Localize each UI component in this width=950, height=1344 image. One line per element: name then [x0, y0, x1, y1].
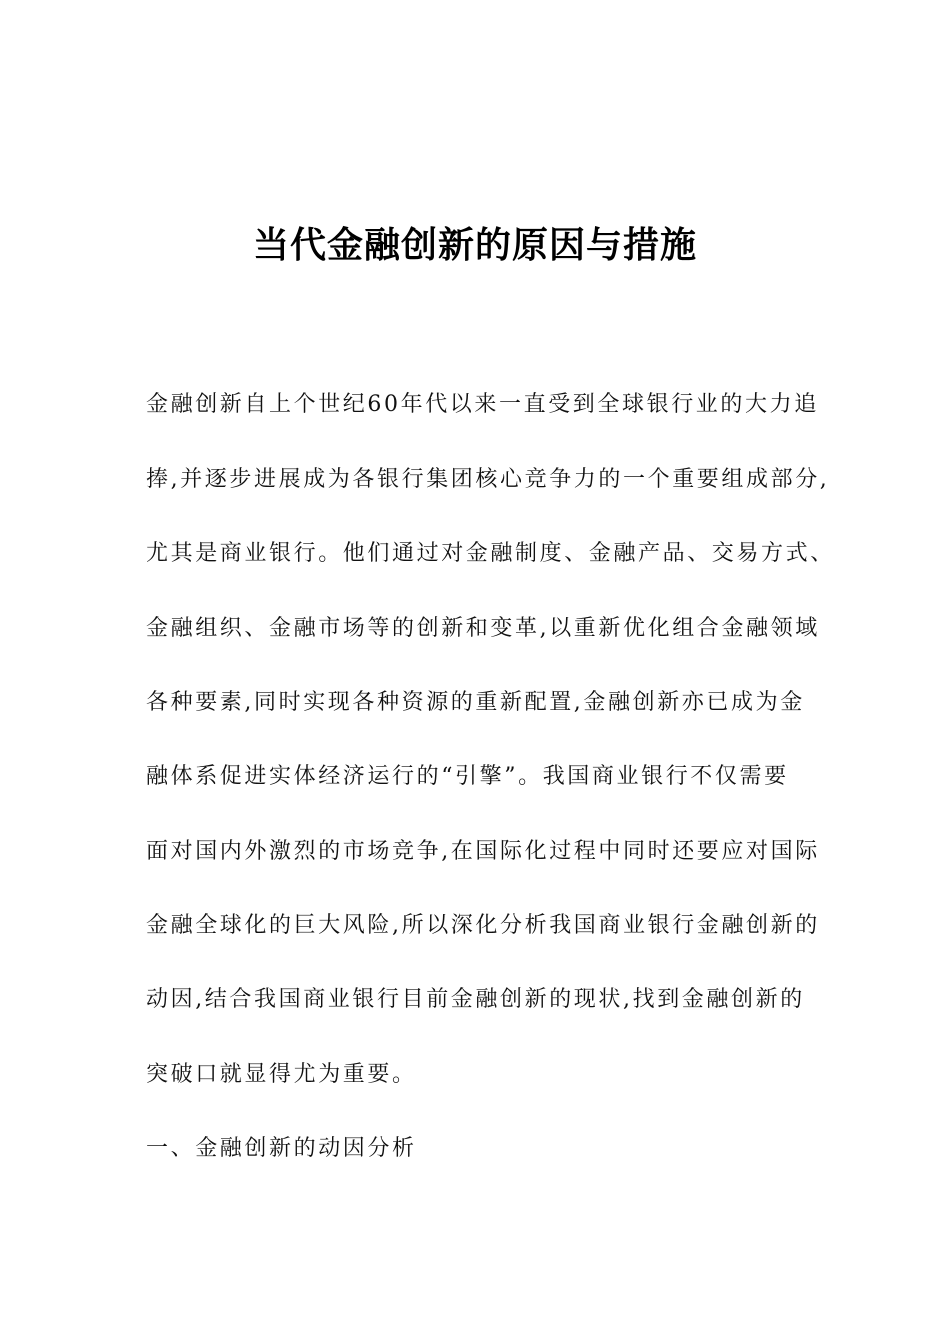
document-title: 当代金融创新的原因与措施: [252, 225, 697, 266]
paragraph-line: 金融创新自上个世纪60年代以来一直受到全球银行业的大力追: [146, 392, 819, 417]
paragraph-line: 融体系促进实体经济运行的“引擎”。我国商业银行不仅需要: [146, 764, 789, 789]
paragraph-line: 面对国内外激烈的市场竞争,在国际化过程中同时还要应对国际: [146, 839, 820, 864]
paragraph-line: 金融全球化的巨大风险,所以深化分析我国商业银行金融创新的: [146, 913, 820, 938]
paragraph-line: 尤其是商业银行。他们通过对金融制度、金融产品、交易方式、: [146, 541, 835, 566]
paragraph-line: 各种要素,同时实现各种资源的重新配置,金融创新亦已成为金: [146, 690, 805, 715]
section-heading: 一、金融创新的动因分析: [146, 1136, 417, 1161]
paragraph-line: 动因,结合我国商业银行目前金融创新的现状,找到金融创新的: [146, 987, 805, 1012]
paragraph-line: 金融组织、金融市场等的创新和变革,以重新优化组合金融领域: [146, 616, 820, 641]
paragraph-line: 突破口就显得尤为重要。: [146, 1062, 417, 1087]
paragraph-line: 捧,并逐步进展成为各银行集团核心竞争力的一个重要组成部分,: [146, 467, 830, 492]
